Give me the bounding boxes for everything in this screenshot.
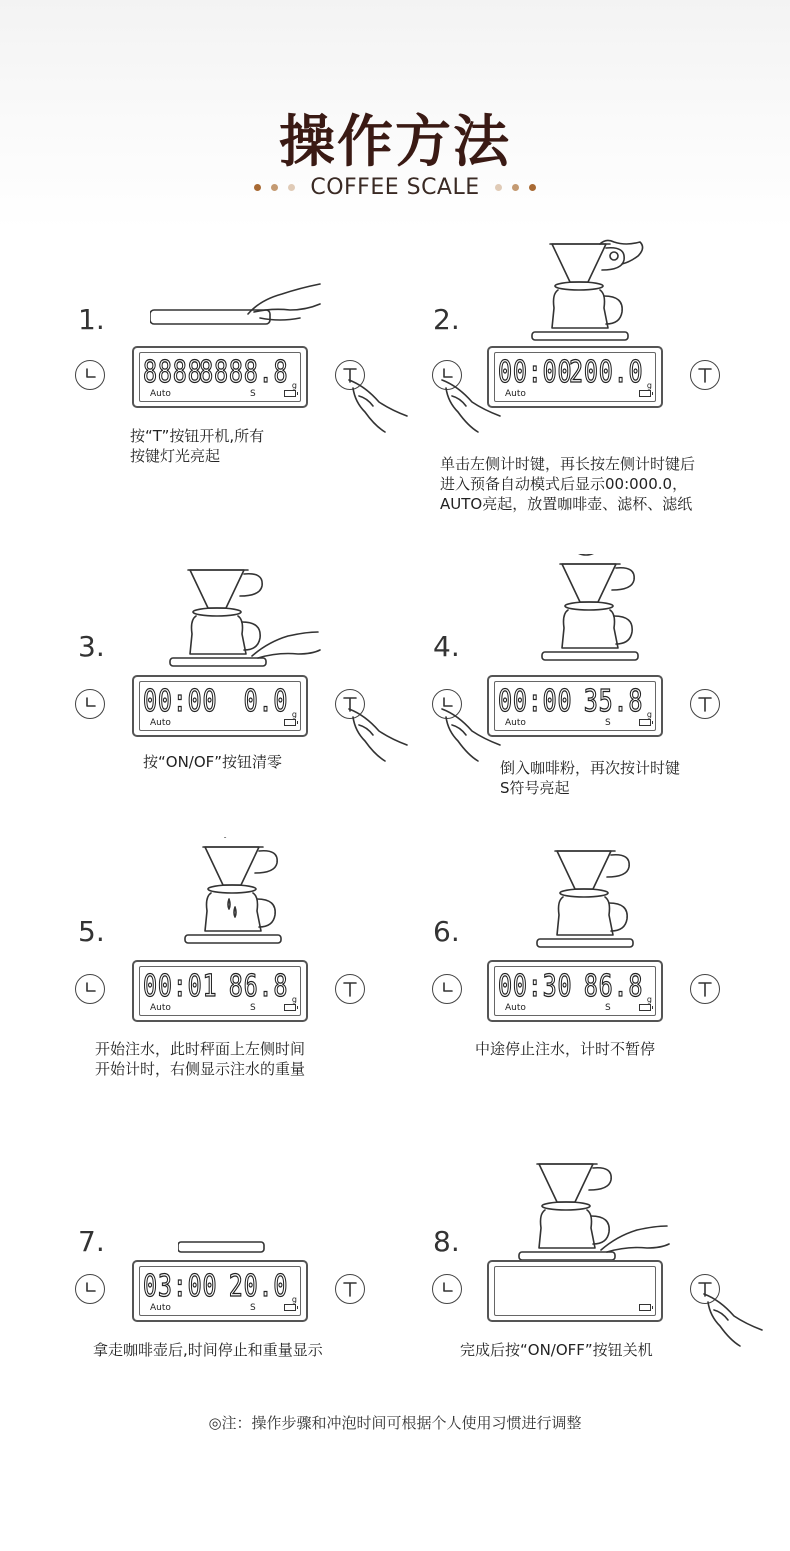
coffee-pour-over-illustration [540,554,660,664]
description-line: 拿走咖啡壶后,时间停止和重量显示 [93,1341,323,1359]
scale-with-hand-illustration [150,270,330,330]
weight-readout: 8888.8 [198,355,288,390]
step-description [93,1340,323,1360]
pressing-hand [700,1290,770,1364]
scale-display [487,675,663,737]
scale-display [132,960,308,1022]
display-screen [139,1266,301,1316]
timer-button[interactable] [432,974,462,1004]
gram-unit: g [646,995,652,1004]
t-glyph [336,1275,364,1303]
weight-readout: 200.0 [568,355,643,390]
step-number: 2. [433,303,460,336]
time-readout: 03:00 [143,1269,218,1304]
battery-icon [639,390,651,397]
scale-display [132,1260,308,1322]
step-illustration [168,560,328,674]
time-readout: 8888 [143,355,203,390]
step-6 [395,845,790,1175]
display-screen [494,966,656,1016]
hand-icon [700,1290,770,1360]
dot-3 [288,184,295,191]
battery-icon [639,1304,651,1311]
display-screen [494,352,656,402]
coffee-pour-over-illustration [168,560,328,670]
description-line: S符号亮起 [500,779,570,797]
timer-button[interactable] [75,974,105,1004]
timer-button[interactable] [75,360,105,390]
hand-icon [438,376,508,446]
battery-icon [284,719,296,726]
coffee-pour-over-illustration [530,234,650,344]
auto-indicator: Auto [505,718,526,728]
gram-unit: g [646,710,652,719]
description-line: 单击左侧计时键，再长按左侧计时键后 [440,455,696,473]
gram-unit: g [291,710,297,719]
weight-readout: 35.8 [583,684,643,719]
step-5 [0,845,395,1175]
s-indicator: S [605,1003,611,1013]
step-number: 1. [78,303,105,336]
battery-icon [284,1004,296,1011]
step-illustration [535,841,655,955]
gram-unit: g [646,381,652,390]
gram-unit: g [291,381,297,390]
timer-button[interactable] [432,1274,462,1304]
pressing-hand [438,705,508,779]
step-description [475,1039,655,1059]
dot-2 [271,184,278,191]
footer-note: ◎注：操作步骤和冲泡时间可根据个人使用习惯进行调整 [208,1414,582,1432]
scale-display [487,346,663,408]
step-number: 7. [78,1225,105,1258]
scale-display [487,960,663,1022]
step-2 [395,240,790,570]
dot-4 [495,184,502,191]
weight-readout: 86.8 [228,969,288,1004]
auto-indicator: Auto [505,1003,526,1013]
auto-indicator: Auto [150,718,171,728]
step-description [440,454,695,514]
clock-glyph [76,975,104,1003]
page-subtitle [0,172,790,202]
gram-unit: g [291,1295,297,1304]
coffee-pour-over-illustration [535,841,655,951]
t-glyph [336,975,364,1003]
battery-icon [639,1004,651,1011]
clock-glyph [433,1275,461,1303]
t-glyph [691,975,719,1003]
step-description [95,1039,305,1079]
description-line: 中途停止注水，计时不暂停 [475,1040,656,1058]
time-readout: 00:30 [498,969,573,1004]
s-indicator: S [250,1003,256,1013]
step-illustration [540,554,660,668]
t-glyph [691,361,719,389]
display-screen [139,966,301,1016]
description-line: 开始计时，右侧显示注水的重量 [95,1060,306,1078]
description-line: 完成后按“ON/OFF”按钮关机 [460,1341,653,1359]
weight-readout: 86.8 [583,969,643,1004]
empty-scale-illustration [178,1238,268,1258]
battery-icon [284,1304,296,1311]
step-illustration [517,1154,677,1268]
auto-indicator: Auto [150,1003,171,1013]
step-description [143,752,282,772]
t-glyph [691,690,719,718]
clock-glyph [76,690,104,718]
auto-indicator: Auto [150,1303,171,1313]
dot-1 [254,184,261,191]
s-indicator: S [605,718,611,728]
s-indicator: S [250,1303,256,1313]
timer-button[interactable] [75,1274,105,1304]
step-illustration [530,234,650,348]
dot-5 [512,184,519,191]
description-line: 按“T”按钮开机,所有 [130,427,265,445]
clock-glyph [76,361,104,389]
step-description [130,426,264,466]
step-illustration [150,270,330,334]
weight-readout: 0.0 [243,684,288,719]
time-readout: 00:00 [143,684,218,719]
step-description [460,1340,653,1360]
gram-unit: g [291,995,297,1004]
tare-button[interactable] [335,1274,365,1304]
coffee-pour-over-illustration [517,1154,677,1264]
step-number: 5. [78,915,105,948]
time-readout: 00:00 [498,355,573,390]
display-screen [139,352,301,402]
weight-readout: 20.0 [228,1269,288,1304]
page-title: 操作方法 [279,110,511,175]
subtitle-text: COFFEE SCALE [310,174,480,200]
description-line: 进入预备自动模式后显示00:000.0， [440,475,688,493]
scale-display [132,346,308,408]
display-screen [139,681,301,731]
time-readout: 00:00 [498,684,573,719]
pressing-hand [438,376,508,450]
coffee-pour-over-illustration [183,837,303,947]
tare-button[interactable] [335,974,365,1004]
step-number: 3. [78,630,105,663]
description-line: 按键灯光亮起 [130,447,221,465]
step-number: 8. [433,1225,460,1258]
tare-button[interactable] [690,974,720,1004]
step-1 [0,240,395,570]
dot-6 [529,184,536,191]
battery-icon [284,390,296,397]
step-number: 4. [433,630,460,663]
clock-glyph [76,1275,104,1303]
auto-indicator: Auto [505,389,526,399]
display-screen [494,681,656,731]
tare-button[interactable] [690,360,720,390]
scale-display [132,675,308,737]
tare-button[interactable] [690,689,720,719]
auto-indicator: Auto [150,389,171,399]
s-indicator: S [250,389,256,399]
scale-display [487,1260,663,1322]
description-line: 开始注水，此时秤面上左侧时间 [95,1040,306,1058]
time-readout: 00:01 [143,969,218,1004]
step-illustration [178,1238,268,1262]
display-screen [494,1266,656,1316]
step-description [500,758,680,798]
clock-glyph [433,975,461,1003]
step-number: 6. [433,915,460,948]
hand-icon [438,705,508,775]
description-line: 倒入咖啡粉，再次按计时键 [500,759,681,777]
timer-button[interactable] [75,689,105,719]
description-line: 按“ON/OF”按钮清零 [143,753,283,771]
battery-icon [639,719,651,726]
description-line: AUTO亮起，放置咖啡壶、滤杯、滤纸 [440,495,693,513]
step-illustration [183,837,303,951]
